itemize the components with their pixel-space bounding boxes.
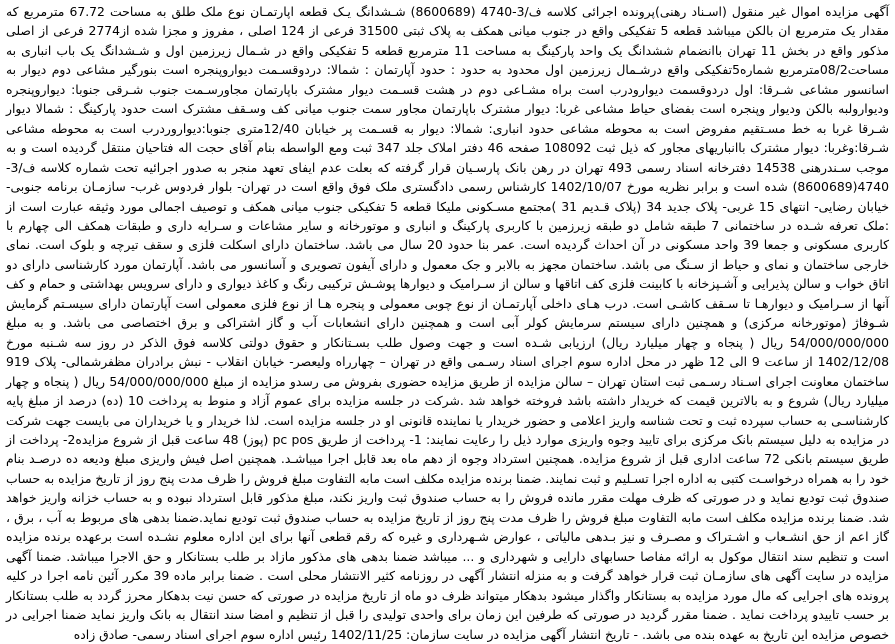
auction-notice-text: آگهی مزایده اموال غیر منقول (اسـناد رهنی)پرونده اجرائی کلاسه ف/3-4740 (8600689) شـشدانگ یـک قطعه اپارتمـان نوع ملک طلق به مساحت 67.72 مترمربع که مقدار یک مترمربع ان بالکن میباشد قطعه 5 تفکیکی واقع در جنوب میانی همکف به پلاک ثبتی 31500 فرعی از 124 اصلی ، مفروز و مجزا شده از2774 فرعی از اصلی مذکور واقع در بخش 11 تهران باانضمام ششدانگ یک واحد پارکینگ به مساحت 11 مترمربع قطعه 5 تفکیکی واقع در شـمال زیرزمین اول و شـشدانگ یک باب انباری به مساحت08/2مترمربع شماره5تفکیکی واقع درشـمال زیرزمین اول محدود به حدود : حدود آپارتمان : شمالا: دردوقسـمت دیواروپنجره است بنورگیر مشاعی دوم دیوار به اسانسور مشاعی شـرقا: اول دردوقسمت دیوارودرب است براه مشـاعی دوم در هشت قسـمت دیوار مشترک باپارتمان مجاورسـمت جنوب شـرقی جنوبا: دیواروپنجره ودیوارولبه بالکن ودیوار وپنجره است بفضای حیاط مشاعی غربا: دیوار مشترک باپارتمان مجاور سمت جنوب میانی کف وسـقف مشترک است حدود پارکینگ : شمالا دیوار شـرقا غربا به خط مسـتقیم مفروض است به محوطه مشاعی حدود انباری: شمالا: دیوار به قسـمت پر خیابان 12/40متری جنوبا:دیواروردرب است به محوطه مشاعی شـرقا:وغربا: دیوار مشترک باانباریهای مجاور که ذیل ثبت 108092 صفحه 46 دفتر املاک جلد 347 ثبت ومع الواسطه بنام آقای حجت اله فتاحیان منتقل گردیده است و به موجب سـندرهنی 14538 دفترخانه اسناد رسمی 493 تهران در رهن بانک پارسـیان قرار گرفته که بعلت عدم ایفای تعهد منجر به صدور اجرائیه تحت شماره کلاسه ف/3-4740(8600689) شده است و برابر نظریه مورخ 1402/10/07 کارشناس رسمی دادگستری ملک فوق واقع است در تهران- بلوار فردوس غرب- سازمـان برنامه جنوبی- خیابان رضایی- انتهای 15 غربی- پلاک جدید 34 (پلاک قـدیم 31 )مجتمع مسـکونی ملیکا قطعه 5 تفکیکی جنوب میانی همکف و توصیف اجمالی مورد وثیقه عبارت است از :ملک تعرفه شـده در ساختمانی 7 طبقه شامل دو طبقه زیرزمین با کاربری پارکینگ و انباری و موتورخانه و سایر مشاعات و سـرایه داری و طبقات همکف الی چهارم با کاربری مسکونی و جمعا 39 واحد مسکونی در آن احداث گردیده است. عمر بنا حدود 20 سال می باشد. ساختمان دارای اسکلت فلزی و سقف تیرچه و بلوک است. نمای خارجی ساختمان و نمای و حیاط از سـنگ می باشد. ساختمان مجهز به بالابر و جک معمول و دارای آیفون تصویری و آسانسور می باشد. آپارتمان مورد کارشناسی دارای دو اتاق خواب و سالن پذیرایی و آشـپزخانه با کابینت فلزی کف اتاقها و سالن از سـرامیک و دیوارها پوشـش ترکیبی رنگ و کاغذ دیواری و دارای سرویس بهداشتی و حمام و کف آنها از سـرامیک و دیوارهـا تا سـقف کاشـی است. درب هـای داخلی آپارتمـان از نوع چوبی معمولی و پنجره هـا از نوع فلزی معمولی است آپارتمان دارای سیسـتم گرمایش شـوفاژ (موتورخانه مرکزی) و همچنین دارای سیستم سرمایش کولر آبی است و همچنین دارای انشعابات آب و گاز اشتراکی و برق اختصاصی می باشد. و به مبلغ 54/000/000/000 ریال ( پنجاه و چهار میلیارد ریال) ارزیابی شـده است و جهت وصول طلب بسـتانکار و حقوق دولتی کلاسه فوق الذکر در روز سه شـنبه مورخ 1402/12/08 از ساعت 9 الی 12 ظهر در محل اداره سوم اجرای اسناد رسـمی واقع در تهران – چهارراه ولیعصر- خیابان انقلاب - نبش برادران مظفرشمالی- پلاک 919 ساختمان معاونت اجرای اسـناد رسـمی ثبت استان تهران – سالن مزایده از طریق مزایده حضوری بفروش می رسدو مزایده از مبلغ 54/000/000/000 ریال ( پنجاه و چهار میلیارد ریال) شروع و به بالاترین قیمت که خریدار داشته باشد فروخته خواهد شد .شرکت در جلسه مزایده برای عموم آزاد و منوط به پرداخت 10 (ده) درصد از مبلغ پایه کارشناسـی به حساب سپرده ثبت و تحت شناسه واریز اعلامی و حضور خریدار یا نماینده قانونی او در جلسه مزایده است. لذا خریدار و یا خریداران می بایست جهت شرکت در مزایده به دلیل سیستم بانک مرکزی برای تایید وجوه واریزی موارد ذیل را رعایت نمایند: 1- پرداخت از طریق pc pos (پوز) 48 ساعت قبل از شروع مزایده2- پرداخت از طریق سیستم بانکی 72 ساعت اداری قبل از شروع مزایده. همچنین استرداد وجوه از دهم ماه بعد قابل اجرا میباشـد. همچنین اصل فیش واریزی مبلغ ودیعه ده درصـد بنام خود را به همراه درخواسـت کتبی به اداره اجرا تسـلیم و ثبت نمایند. ضمنا برنده مزایده مکلف است مابه التفاوت مبلغ فروش را ظرف مدت پنج روز از تاریخ مزایده به حساب صندوق ثبت تودیع نماید و در صورتی که ظرف مهلت مقرر مانده فروش را به حساب صندوق ثبت واریز نکند، مبلغ مذکور قابل استرداد نبوده و به حساب خزانه واریز خواهد شد. ضمنا برنده مزایده مکلف است مابه التفاوت مبلغ فروش را ظرف مدت پنج روز از تاریخ مزایده به حساب صندوق ثبت تودیع نماید.ضمنا بدهی های مربوط به آب ، برق ، گاز اعم از حق انشـعاب و اشـتراک و مصـرف و نیز بـدهی مالیاتی ، عوارض شـهرداری و غیره که رقم قطعی آنها برای این اداره معلوم نشـده است برعهده برنده مزایده است و تنظیم سند انتقال موکول به ارائه مفاصا حسابهای دارایی و شهرداری و ... میباشد ضمنا بدهی های مذکور مازاد بر طلب بستانکار و حق الاجرا میباشد. ضمنا آگهی مزایده در سایت آگهی های سازمـان ثبت قرار خواهد گرفت و به منزله انتشار آگهی در روزنامه کثیر الانتشار محلی است . ضمنا برابر ماده 39 مکرر آئین نامه اجرا در کلیه پرونده های اجرایی که مال مورد مزایده به بستانکار واگذار میشود بدهکار میتواند ظرف دو ماه از تاریخ مزایده در صورتی که حسن نیت بدهکار محرز گردد به طلب بستانکار بر حسب تاییدو پرداخت نماید . ضمنا مقرر گردید در صورتی که طرفین این زمان برای واحدی تولیدی را قبل از تنظیم و امضا سند انتقال به بانک واریز نماید ضمنا اجرایی در خصوص مزایده این تاریخ به عهده بنده می باشد. - تاریخ انتشار آگهی مزایده در سایت سازمان: 1402/11/25 رئیس اداره سوم اجرای اسناد رسمی- صادق زاده bbox=[6, 4, 890, 642]
